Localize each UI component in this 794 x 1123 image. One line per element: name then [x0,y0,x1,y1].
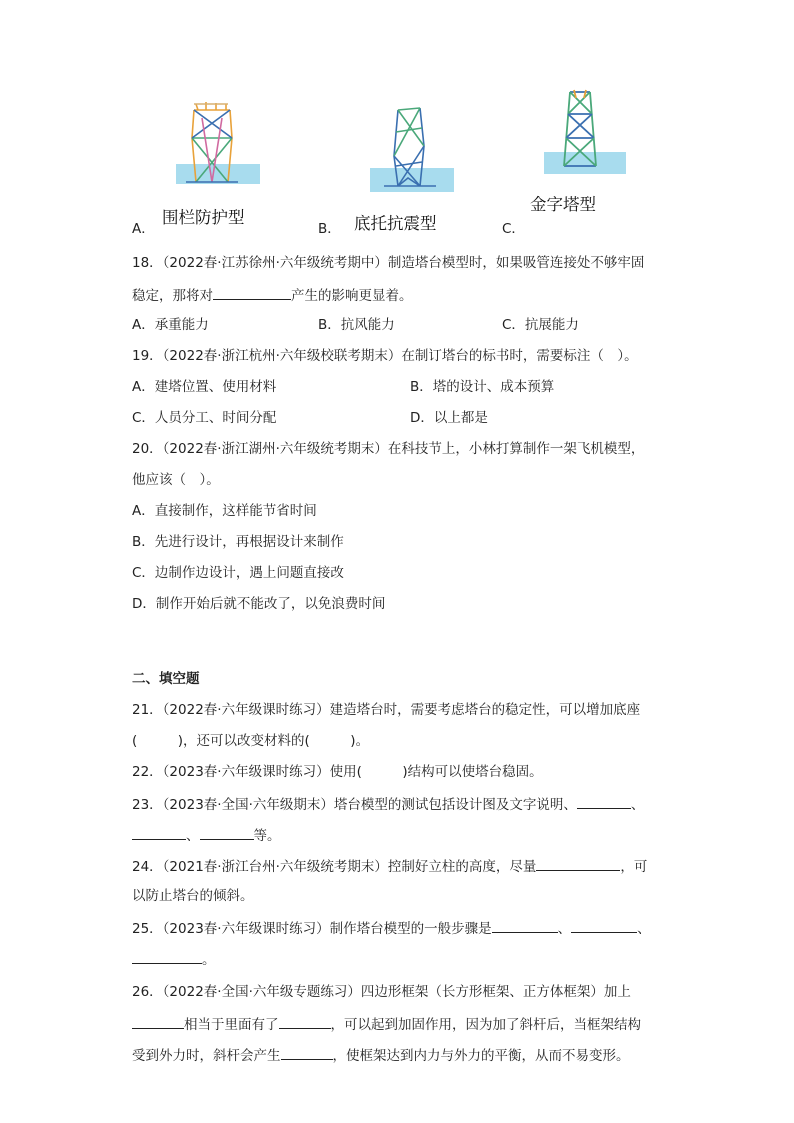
q25-blank-3[interactable] [132,949,202,964]
q23-sep-2: 、 [186,828,200,844]
q26-blank-1[interactable] [132,1014,184,1029]
q20-option-a[interactable]: A．直接制作，这样能节省时间 [132,503,317,519]
q18-option-c[interactable]: C．抗展能力 [502,317,579,333]
q25-blank-2[interactable] [571,918,637,933]
q20-option-c[interactable]: C．边制作边设计，遇上问题直接改 [132,565,344,581]
q20-option-d[interactable]: D．制作开始后就不能改了，以免浪费时间 [132,596,386,612]
q25-blank-1[interactable] [492,918,558,933]
q19-option-b[interactable]: B．塔的设计、成本预算 [410,379,555,395]
q24-text-a: 24．（2021春·浙江台州·六年级统考期末）控制好立柱的高度，尽量 [132,859,537,875]
q21-stem-line1: 21．（2022春·六年级课时练习）建造塔台时，需要考虑塔台的稳定性，可以增加底座 [132,702,641,718]
q18-text-a: 稳定，那将对 [132,288,213,304]
q24-answer-blank[interactable] [536,856,620,871]
q23-stem-line2 [132,825,281,845]
tower-image-c [540,88,630,178]
q25-text-end: 。 [202,952,216,968]
q23-stem-line1 [132,794,644,814]
q19-stem: 19．（2022春·浙江杭州·六年级校联考期末）在制订塔台的标书时，需要标注（ ）。 [132,348,638,364]
q23-blank-1[interactable] [577,794,631,809]
q26-stem-line1: 26．（2022春·全国·六年级专题练习）四边形框架（长方形框架、正方体框架）加上 [132,984,631,1000]
q20-stem-line2: 他应该（ ）。 [132,472,220,488]
q26-text-d: ，使框架达到内力与外力的平衡，从而不易变形。 [332,1048,630,1064]
tower-image-b [368,106,458,196]
q17-option-a: A． [132,221,155,237]
q19-option-d[interactable]: D．以上都是 [410,410,488,426]
q24-stem-line1 [132,856,647,876]
q17-option-c: C． [502,221,525,237]
q20-stem-line1: 20．（2022春·浙江湖州·六年级统考期末）在科技节上，小林打算制作一架飞机模型， [132,441,645,457]
q26-blank-2[interactable] [279,1014,331,1029]
q18-option-a[interactable]: A．承重能力 [132,317,209,333]
q26-text-a: 相当于里面有了 [184,1017,279,1033]
q25-sep-1: 、 [557,921,572,937]
caption-c: 金字塔型 [530,195,596,214]
q18-answer-blank[interactable] [213,285,291,300]
q18-text-b: 产生的影响更显着。 [291,288,413,304]
caption-b: 底托抗震型 [354,214,437,233]
q18-stem-line1: 18．（2022春·江苏徐州·六年级统考期中）制造塔台模型时，如果吸管连接处不够牢固 [132,255,645,271]
q23-blank-3[interactable] [200,825,254,840]
q23-blank-2[interactable] [132,825,186,840]
section-title: 二、填空题 [132,671,200,687]
q26-text-b: ，可以起到加固作用，因为加了斜杆后，当框架结构 [330,1017,641,1033]
q23-sep-1: 、 [630,797,645,813]
q17-option-b: B． [318,221,341,237]
q20-option-b[interactable]: B．先进行设计，再根据设计来制作 [132,534,344,550]
q19-option-c[interactable]: C．人员分工、时间分配 [132,410,277,426]
q25-stem-line1 [132,918,651,938]
q23-text-a: 23．（2023春·全国·六年级期末）塔台模型的测试包括设计图及文字说明、 [132,797,577,813]
caption-a: 围栏防护型 [162,208,245,227]
q19-option-a[interactable]: A．建塔位置、使用材料 [132,379,277,395]
q25-text-a: 25．（2023春·六年级课时练习）制作塔台模型的一般步骤是 [132,921,492,937]
q26-text-c: 受到外力时，斜杆会产生 [132,1048,281,1064]
q24-stem-line2: 以防止塔台的倾斜。 [132,888,254,904]
q24-text-b: ，可 [620,859,648,875]
q18-stem-line2 [132,285,413,305]
q25-stem-line2 [132,949,216,969]
tower-image-a [172,98,262,190]
q26-stem-line3 [132,1045,630,1065]
q18-option-b[interactable]: B．抗风能力 [318,317,395,333]
q23-text-end: 等。 [253,828,281,844]
q22-stem: 22．（2023春·六年级课时练习）使用( )结构可以使塔台稳固。 [132,764,543,780]
q26-stem-line2 [132,1014,641,1034]
q26-blank-3[interactable] [281,1045,333,1060]
q21-stem-line2: ( )，还可以改变材料的( )。 [132,733,370,749]
q25-sep-2: 、 [637,921,651,937]
